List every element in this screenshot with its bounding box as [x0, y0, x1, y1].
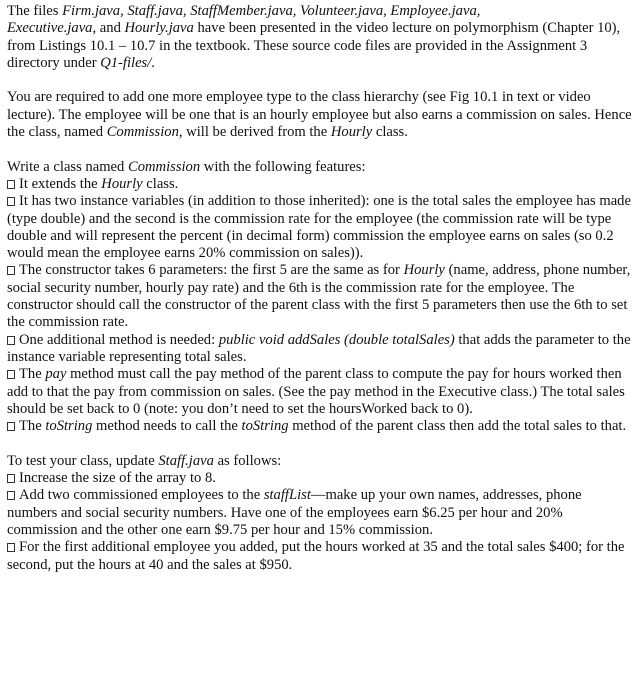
emphasis: toString — [241, 418, 289, 435]
class-name: Commission — [127, 158, 201, 175]
text: To test your class, update — [7, 452, 159, 469]
text: method of the parent class then add the total sales to that. — [288, 418, 627, 435]
text: It has two instance variables (in addition to those inherited): one is the total sales the employee has made (type double) and the second is the commission rate for the employee (the commission rate will be type double and will represent the percent (in decimal form) commission the employee earns on sales (so 0.2 would mean the employee earns 20% commission on sales)). — [7, 193, 631, 262]
text: class. — [142, 175, 179, 192]
list-item — [7, 176, 633, 193]
text: that adds the parameter to the instance variable representing total sales. — [7, 331, 631, 365]
method-signature: public void addSales (double totalSales) — [218, 331, 455, 348]
bullet-box-icon — [7, 197, 15, 206]
text: —make up your own names, addresses, phone numbers and social security numbers. Have one of the employees earn $6.25 per hour and 20% commission and the other one earn $9.75 per hour and 15% commission. — [7, 487, 582, 538]
bullet-box-icon — [7, 266, 15, 275]
text: method needs to call the — [92, 418, 242, 435]
text: One additional method is needed: — [19, 331, 219, 348]
emphasis: pay — [45, 366, 67, 383]
file-name: Staff.java — [158, 452, 214, 469]
emphasis: Hourly — [403, 262, 445, 279]
testing-section — [7, 453, 633, 574]
features-intro — [7, 159, 633, 176]
intro-paragraph — [7, 3, 633, 72]
text: The files — [7, 3, 63, 19]
bullet-box-icon — [7, 336, 15, 345]
requirement-paragraph — [7, 89, 633, 141]
file-list: Firm.java, Staff.java, StaffMember.java, Volunteer.java, Employee.java, — [62, 3, 481, 19]
list-item — [7, 193, 633, 262]
text: will be derived from the — [182, 124, 331, 141]
paragraph-gap — [7, 72, 633, 89]
list-item — [7, 539, 633, 574]
paragraph-gap — [7, 141, 633, 158]
bullet-box-icon — [7, 180, 15, 189]
text: It extends the — [19, 175, 102, 192]
text: as follows: — [213, 452, 282, 469]
emphasis: staffList — [263, 487, 311, 504]
text: You are required to add one more employee type to the class hierarchy (see Fig 10.1 in text or video lecture). The employee will be one that is an hourly employee but also earns a commission on sales. Hence the class, named — [7, 89, 632, 141]
text: and — [96, 20, 125, 37]
class-name: Commission, — [106, 124, 183, 141]
text: with the following features: — [200, 158, 366, 175]
text: For the first additional employee you added, put the hours worked at 35 and the total sales $400; for the second, put the hours at 40 and the sales at $950. — [7, 539, 625, 573]
text: method must call the pay method of the parent class to compute the pay for hours worked then add to that the pay from commission on sales. (See the pay method in the Executive class.) The total sales should be set back to 0 (note: you don’t need to set the hoursWorked back to 0). — [7, 366, 625, 417]
testing-intro — [7, 453, 633, 470]
bullet-box-icon — [7, 474, 15, 483]
emphasis: toString — [45, 418, 93, 435]
text: Write a class named — [7, 158, 128, 175]
text: have been presented in the video lecture on polymorphism (Chapter 10), from Listings 10.1 – 10.7 in the textbook. These source code files are provided in the Assignment 3 directory under — [7, 20, 621, 71]
list-item — [7, 332, 633, 367]
parent-class-name: Hourly — [330, 124, 373, 141]
list-item — [7, 262, 633, 331]
text: The — [19, 366, 46, 383]
text: Increase the size of the array to 8. — [19, 470, 216, 487]
text: class. — [372, 124, 408, 141]
text: The constructor takes 6 parameters: the first 5 are the same as for — [19, 262, 404, 279]
text: The — [19, 418, 46, 435]
list-item — [7, 487, 633, 539]
assignment-document — [7, 3, 633, 574]
text: . — [151, 54, 155, 71]
list-item — [7, 470, 633, 487]
bullet-box-icon — [7, 370, 15, 379]
list-item — [7, 366, 633, 418]
bullet-box-icon — [7, 422, 15, 431]
list-item — [7, 418, 633, 435]
directory-name: Q1-files/ — [100, 54, 152, 71]
text: Add two commissioned employees to the — [19, 487, 264, 504]
file-list-executive: Executive.java, — [7, 20, 97, 37]
bullet-box-icon — [7, 543, 15, 552]
text: (name, address, phone number, social security number, hourly pay rate) and the 6th is the commission rate for the employee. The constructor should call the constructor of the parent class with the first 5 parameters then use the 6th to set the commission rate. — [7, 262, 631, 331]
emphasis: Hourly — [101, 175, 143, 192]
features-section — [7, 159, 633, 436]
bullet-box-icon — [7, 491, 15, 500]
file-hourly: Hourly.java — [124, 20, 194, 37]
paragraph-gap — [7, 435, 633, 452]
